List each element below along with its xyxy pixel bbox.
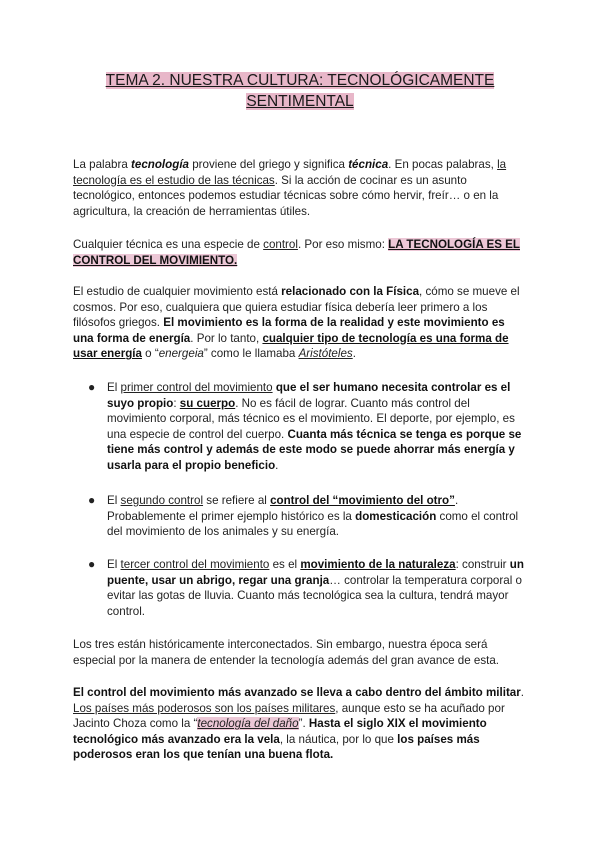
aristoteles-link: Aristóteles [298,347,353,361]
page-title [60,70,540,112]
title-line-1: TEMA 2. NUESTRA CULTURA: TECNOLÓGICAMENTE [105,72,495,89]
paragraph-etymology: La palabra tecnología proviene del griego y significa técnica. En pocas palabras, la tecnología es el estudio de las técnicas. Si la acción de cocinar es un asunto tecnológico, entonces podemos estudiar técnicas sobre cómo hervir, freír… o en la agricultura, la creación de herramientas útiles. [73,158,507,218]
list-item: ● El segundo control se refiere al control del “movimiento del otro”. Probablemente el primer ejemplo histórico es la domesticación como el control del movimiento de los animales y su energía. [88,493,519,539]
list-item: ● El primer control del movimiento que el ser humano necesita controlar es el suyo propio: su cuerpo. No es fácil de lograr. Cuanto más control del movimiento corporal, más técnico es el movimiento. El deporte, por ejemplo, es una especie de control del cuerpo. Cuanta más técnica se tenga es porque se tiene más control y además de este modo se puede ahorrar más energía y usarla para el propio beneficio. [88,380,522,472]
term-tecnologia: tecnología [131,158,189,171]
bullet-icon: ● [88,557,96,571]
highlighted-term: tecnología del daño [197,717,299,731]
paragraph-physics: El estudio de cualquier movimiento está relacionado con la Física, cómo se mueve el cosmos. Por eso, cualquiera que quiera estudiar física debería leer primero a los filósofos griegos. El movimiento es la forma de la realidad y este movimiento es una forma de energía. Por lo tanto, cualquier tipo de tecnología es una forma de usar energía o “energeia” como le llamaba Aristóteles. [73,285,520,361]
paragraph-control: Cualquier técnica es una especie de control. Por eso mismo: LA TECNOLOGÍA ES EL CONTROL DEL MOVIMIENTO. [73,238,520,267]
bullet-icon: ● [88,493,96,507]
bullet-icon: ● [88,380,96,394]
term-tecnica: técnica [348,158,389,171]
paragraph-military: El control del movimiento más avanzado se lleva a cabo dentro del ámbito militar. Los países más poderosos son los países militares, aunque esto se ha acuñado por Jacinto Choza como la “tecnología del daño”. Hasta el siglo XIX el movimiento tecnológico más avanzado era la vela, la náutica, por lo que los países más poderosos eran los que tenían una buena flota. [73,686,525,762]
list-item: ● El tercer control del movimiento es el movimiento de la naturaleza: construir un puente, usar un abrigo, regar una granja… controlar la temperatura corporal o evitar las gotas de lluvia. Cuanto más tecnológica sea la cultura, tendrá mayor control. [88,557,524,618]
highlighted-thesis: LA TECNOLOGÍA ES EL CONTROL DEL MOVIMIENTO. [73,238,520,267]
paragraph-interconnected: Los tres están históricamente interconectados. Sin embargo, nuestra época será especial por la manera de entender la tecnología además del gran avance de esta. [73,638,500,667]
title-line-2: SENTIMENTAL [246,93,354,110]
definition-underlined: la tecnología es el estudio de las técnicas [73,158,507,187]
